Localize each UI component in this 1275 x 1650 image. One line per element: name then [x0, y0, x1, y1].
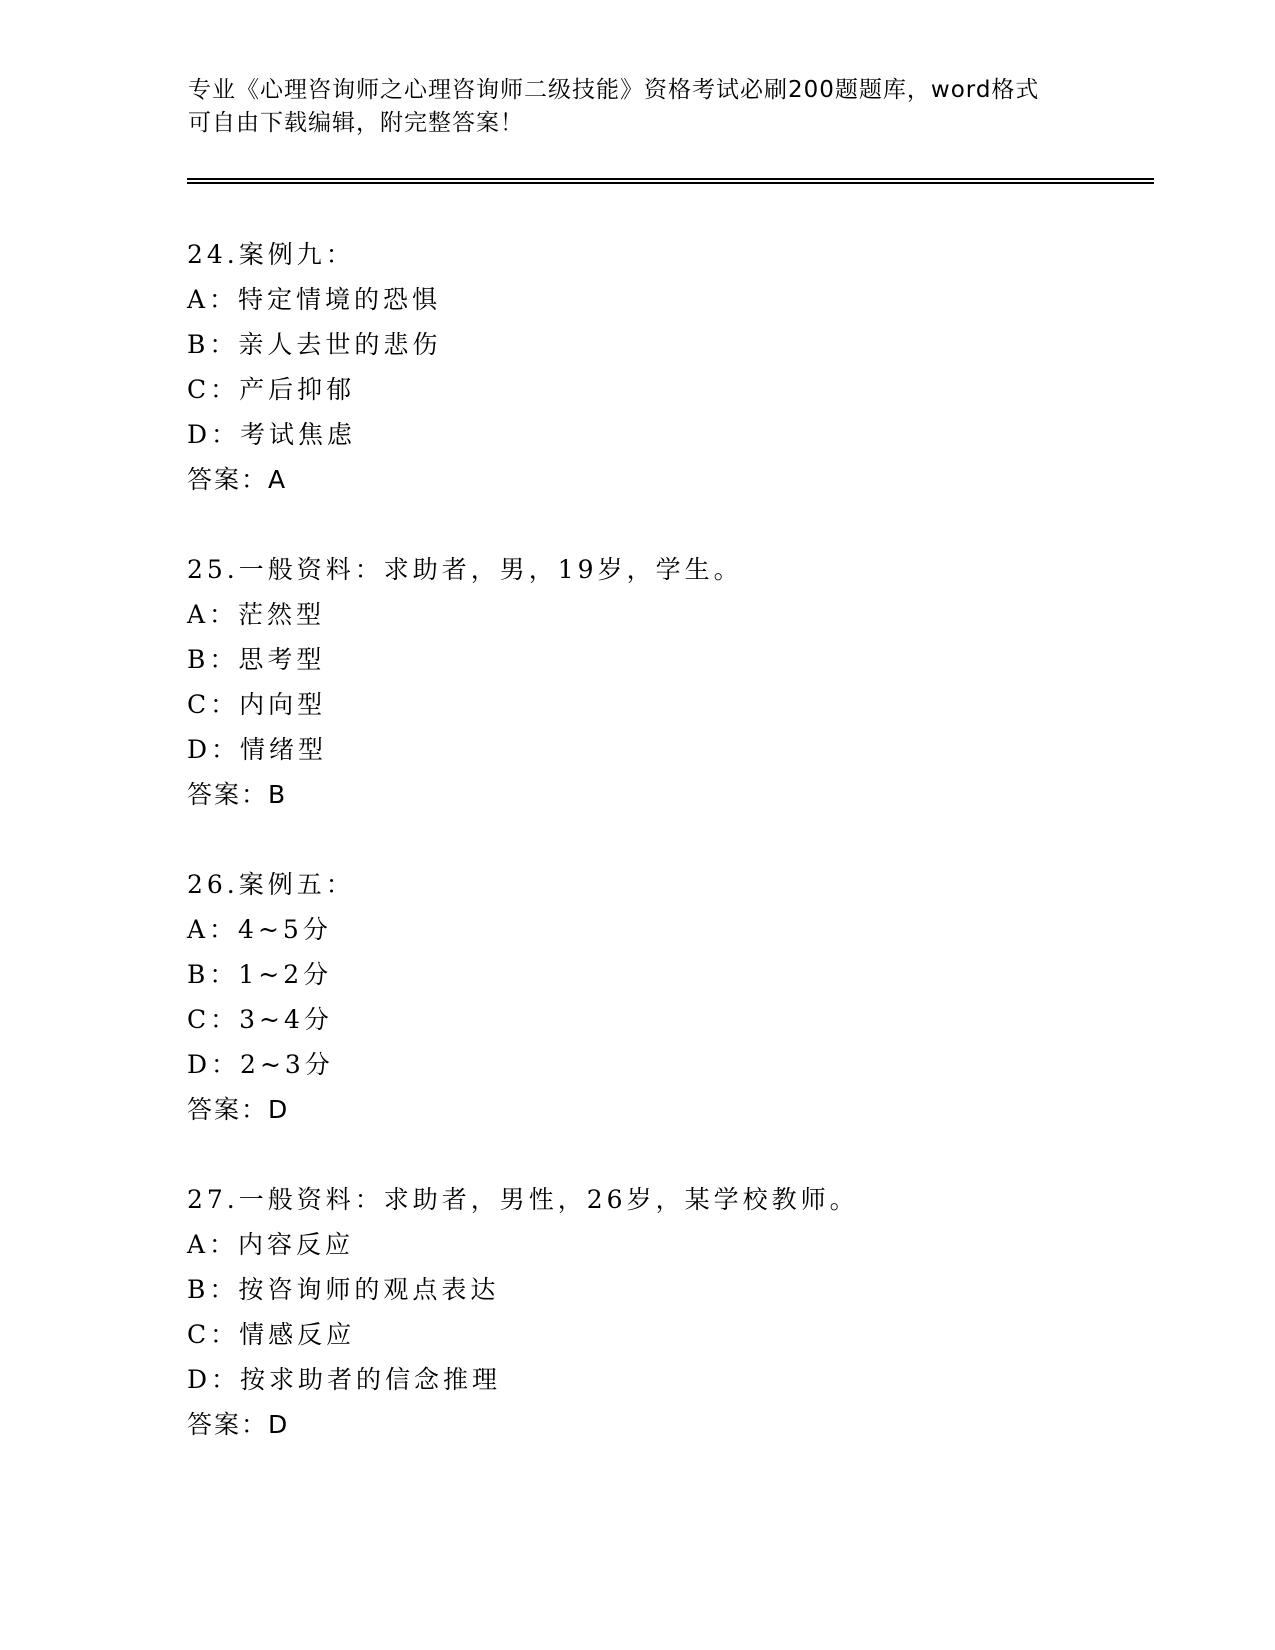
question-25 — [187, 547, 1147, 817]
answer-label: 答案： — [187, 465, 269, 494]
question-27 — [187, 1177, 1147, 1447]
header-divider — [187, 178, 1154, 184]
answer-label: 答案： — [187, 780, 269, 809]
header-title-line-2: 可自由下载编辑，附完整答案！ — [188, 110, 524, 136]
question-stem: 25.一般资料：求助者，男，19岁，学生。 — [187, 555, 743, 584]
answer-row — [187, 1087, 1147, 1132]
option-d: D：2~3分 — [187, 1050, 334, 1079]
answer-row — [187, 457, 1147, 502]
option-d: D：考试焦虑 — [187, 420, 357, 449]
answer-row — [187, 772, 1147, 817]
answer-row — [187, 1402, 1147, 1447]
question-24 — [187, 232, 1147, 502]
option-c: C：情感反应 — [187, 1320, 356, 1349]
page-header — [188, 74, 1088, 140]
answer-value: B — [268, 780, 286, 809]
question-26 — [187, 862, 1147, 1132]
answer-value: D — [268, 1410, 288, 1439]
option-b: B：按咨询师的观点表达 — [187, 1275, 500, 1304]
answer-label: 答案： — [187, 1410, 269, 1439]
option-d: D：情绪型 — [187, 735, 328, 764]
answer-label: 答案： — [187, 1095, 269, 1124]
question-stem: 24.案例九： — [187, 240, 355, 269]
option-a: A：内容反应 — [187, 1230, 355, 1259]
option-b: B：亲人去世的悲伤 — [187, 330, 442, 359]
header-title-line-1: 专业《心理咨询师之心理咨询师二级技能》资格考试必刷200题题库，word格式 — [188, 77, 1040, 103]
option-c: C：产后抑郁 — [187, 375, 356, 404]
answer-value: D — [268, 1095, 288, 1124]
option-c: C：内向型 — [187, 690, 327, 719]
option-a: A：茫然型 — [187, 600, 326, 629]
option-d: D：按求助者的信念推理 — [187, 1365, 502, 1394]
question-stem: 26.案例五： — [187, 870, 355, 899]
option-c: C：3~4分 — [187, 1005, 333, 1034]
question-stem: 27.一般资料：求助者，男性，26岁，某学校教师。 — [187, 1185, 859, 1214]
option-a: A：特定情境的恐惧 — [187, 285, 442, 314]
option-b: B：1~2分 — [187, 960, 333, 989]
option-b: B：思考型 — [187, 645, 326, 674]
answer-value: A — [268, 465, 286, 494]
option-a: A：4~5分 — [187, 915, 332, 944]
